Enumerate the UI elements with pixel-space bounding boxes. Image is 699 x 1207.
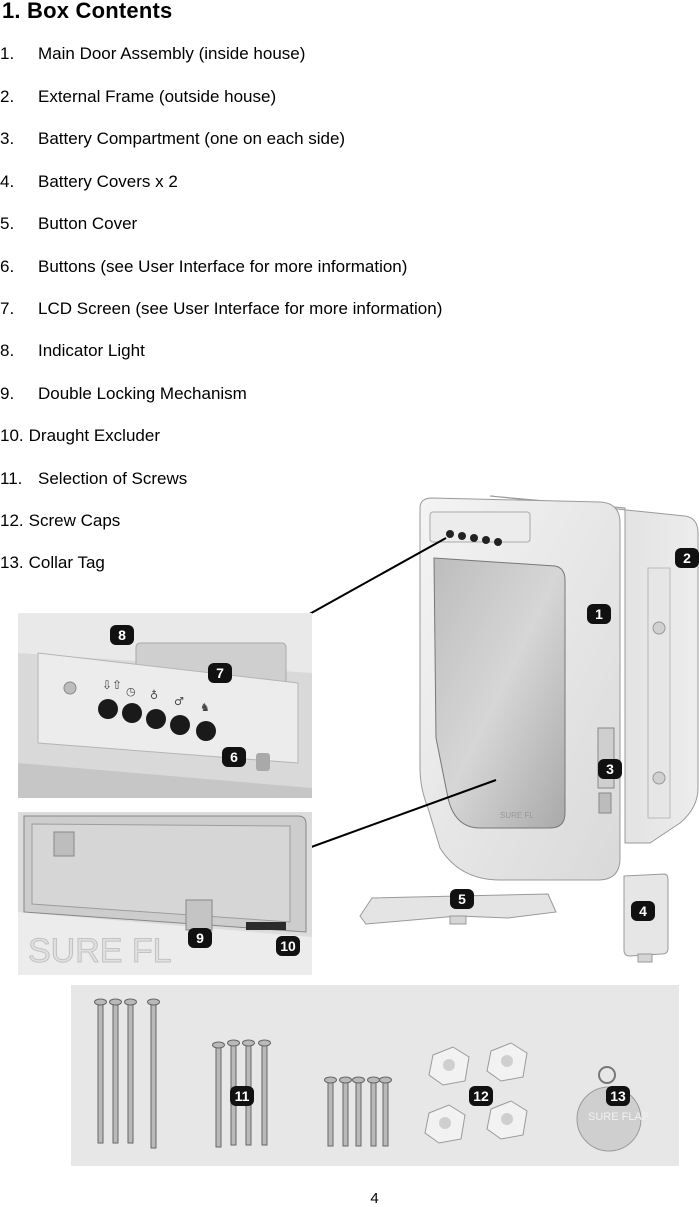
item-number: 8. [0, 341, 15, 360]
callout-badge-9: 9 [188, 928, 212, 948]
lock-detail-photo [18, 812, 312, 975]
callout-badge-12: 12 [469, 1086, 493, 1106]
item-text: Main Door Assembly (inside house) [38, 44, 306, 63]
item-number: 10. [0, 426, 24, 445]
item-text: Double Locking Mechanism [38, 384, 247, 403]
callout-badge-10: 10 [276, 936, 300, 956]
item-text: Battery Compartment (one on each side) [38, 129, 346, 148]
svg-text:♁: ♁ [150, 689, 159, 702]
item-text: Buttons (see User Interface for more information) [38, 257, 408, 276]
item-text: Screw Caps [28, 511, 121, 530]
callout-badge-1: 1 [587, 604, 611, 624]
callout-badge-13: 13 [606, 1086, 630, 1106]
item-number: 3. [0, 129, 15, 148]
item-number: 11. [0, 469, 23, 488]
item-number: 4. [0, 172, 15, 191]
callout-badge-4: 4 [631, 901, 655, 921]
item-text: Collar Tag [28, 553, 105, 572]
svg-text:◷: ◷ [126, 685, 136, 698]
item-number: 6. [0, 257, 15, 276]
callout-badge-5: 5 [450, 889, 474, 909]
item-number: 1. [0, 44, 15, 63]
item-number: 2. [0, 87, 15, 106]
item-number: 12. [0, 511, 24, 530]
callout-badge-6: 6 [222, 747, 246, 767]
item-text: Button Cover [38, 214, 138, 233]
item-text: Battery Covers x 2 [38, 172, 178, 191]
callout-badge-3: 3 [598, 759, 622, 779]
page-number: 4 [370, 1190, 379, 1207]
buttons-detail-photo [18, 613, 312, 798]
callout-badge-7: 7 [208, 663, 232, 683]
item-text: Draught Excluder [28, 426, 160, 445]
svg-text:⇩⇧: ⇩⇧ [102, 678, 123, 692]
svg-text:♞: ♞ [200, 701, 210, 714]
item-text: Selection of Screws [38, 469, 188, 488]
item-number: 7. [0, 299, 15, 318]
svg-text:♂: ♂ [174, 695, 184, 708]
brand-text-detail: SURE FL [28, 932, 172, 970]
callout-badge-11: 11 [230, 1086, 254, 1106]
item-number: 9. [0, 384, 15, 403]
screws-caps-tag-photo [71, 985, 679, 1166]
callout-badge-8: 8 [110, 625, 134, 645]
page-heading: 1. Box Contents [2, 0, 173, 23]
item-number: 13. [0, 553, 24, 572]
brand-text-tag: SURE FLAP [588, 1111, 650, 1123]
item-number: 5. [0, 214, 15, 233]
callout-badge-2: 2 [675, 548, 699, 568]
item-text: LCD Screen (see User Interface for more information) [38, 299, 443, 318]
brand-text-door: SURE FL [500, 811, 534, 820]
item-text: External Frame (outside house) [38, 87, 277, 106]
item-text: Indicator Light [38, 341, 145, 360]
